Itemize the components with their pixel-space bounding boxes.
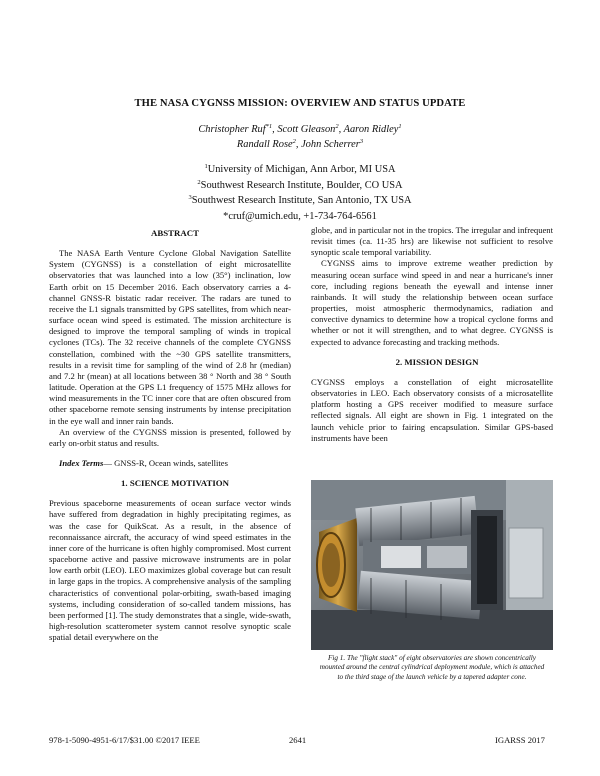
author-list <box>0 122 600 152</box>
index-terms-text: — GNSS-R, Ocean winds, satellites <box>103 457 228 468</box>
author-line-1: Christopher Ruf$^{*1}$, Scott Gleason$^2$, Aaron Ridley$^1$ <box>198 123 402 135</box>
author-sup: *1 <box>265 123 273 130</box>
affiliation-sup: 2 <box>197 178 201 186</box>
section-heading: 1. SCIENCE MOTIVATION <box>121 478 229 489</box>
affiliation <box>0 162 600 178</box>
author-line-2: Randall Rose$^2$, John Scherrer$^3$ <box>236 138 364 150</box>
author-name: Randall Rose <box>236 139 293 150</box>
affiliation-sup: 1 <box>204 163 208 170</box>
footer-isbn: 978-1-5090-4951-6/17/$31.00 ©2017 IEEE <box>49 735 200 745</box>
abstract-heading: ABSTRACT <box>151 228 199 238</box>
index-terms-label: Index Terms <box>59 457 104 468</box>
author-name: John Scherrer <box>301 139 360 150</box>
abstract-paragraph: The NASA Earth Venture Cyclone Global Navigation Satellite System (CYGNSS) is a constellation of eight microsatellite observatories that was launched into a low (35°) inclination, low Earth orbit on 15 December 2016. Each observatory carries a 4-channel GNSS-R bistatic radar receiver. The radars are tuned to receive the L1 signals transmitted by GPS satellites, from which near-surface ocean wind speed is estimated. The mission architecture is designed to improve the temporal sampling of winds in tropical cyclones (TCs). The 32 receive channels of the complete CYGNSS constellation, combined with the ~30 GPS satellite transmitters, results in a revisit time for sampling of the wind of 2.8 hr (median) and 7.2 hr (mean) at all locations between 38 ° North and 38 ° South latitude. Operation at the GPS L1 frequency of 1575 MHz allows for wind measurements in the TC inner core that are often obscured from other spaceborne remote sensing instruments by intense precipitation in the eye wall and inner rain bands. <box>49 248 291 426</box>
author-name: Christopher Ruf <box>198 124 266 135</box>
affiliation <box>0 178 600 194</box>
body-paragraph: CYGNSS employs a constellation of eight microsatellite observatories in LEO. Each observatory consists of a microsatellite platform hosting a GPS receiver modified to measure surface reflected signals. All eight are shown in Fig. 1 integrated on the launch vehicle prior to fairing encapsulation. Similar GPS-based instruments have been <box>311 376 553 443</box>
abstract-paragraph: An overview of the CYGNSS mission is presented, followed by early on-orbit status and results. <box>49 426 291 448</box>
section-heading: 2. MISSION DESIGN <box>395 356 479 367</box>
body-paragraph: globe, and in particular not in the tropics. The irregular and infrequent revisit times (ca. 11-35 hrs) are likewise not sufficient to resolve synoptic scale temporal variability. <box>311 225 553 258</box>
left-column <box>49 228 291 643</box>
author-sup: 2 <box>292 138 296 145</box>
flight-stack-illustration <box>311 480 553 650</box>
flight-stack-photo <box>311 480 553 650</box>
right-column <box>311 225 553 444</box>
affiliation-text: University of Michigan, Ann Arbor, MI USA <box>207 164 396 175</box>
body-paragraph: CYGNSS aims to improve extreme weather prediction by measuring ocean surface wind speed in and near a hurricane's inner core, including regions beneath the eyewall and intense inner rainbands. It will study the relationship between ocean surface properties, moist atmospheric thermodynamics, radiation and convective dynamics to determine how a tropical cyclone forms and whether or not it will strengthen, and to what degree. CYGNSS is expected to advance forecasting and tracking methods. <box>311 258 553 347</box>
affiliation-text: Southwest Research Institute, San Antonio, TX USA <box>191 195 412 206</box>
author-sup: 1 <box>398 123 402 130</box>
affiliation-text: Southwest Research Institute, Boulder, CO USA <box>200 179 403 191</box>
author-name: Aaron Ridley <box>343 124 399 135</box>
affiliation-sup: 3 <box>188 194 192 201</box>
paper-title: THE NASA CYGNSS MISSION: OVERVIEW AND STATUS UPDATE <box>134 98 466 109</box>
index-terms <box>49 458 291 469</box>
affiliation <box>0 193 600 209</box>
author-name: Scott Gleason <box>277 124 336 135</box>
footer-conference: IGARSS 2017 <box>495 735 545 745</box>
contact-line: *cruf@umich.edu, +1-734-764-6561 <box>223 210 377 222</box>
author-sup: 2 <box>335 123 339 130</box>
body-paragraph: Previous spaceborne measurements of ocean surface vector winds have suffered from degradation in highly precipitating regimes, as was the case for QuikScat. As a result, in the absence of reconnaissance aircraft, the accuracy of wind speed estimates in the inner core of the hurricane is often highly compromised. Most current spaceborne active and passive microwave instruments are in polar low earth orbit (LEO). LEO maximizes global coverage but can result in large gaps in the tropics. A comprehensive analysis of the sampling characteristics of conventional polar-orbiting, swath-based imaging systems, including consideration of so-called tandem missions, has been performed [1]. The study demonstrates that a single, wide-swath, high-resolution scatterometer system cannot resolve synoptic scale spatial detail everywhere on the <box>49 498 291 643</box>
author-sup: 3 <box>359 138 364 145</box>
page-number: 2641 <box>289 735 307 745</box>
figure-caption: Fig 1. The "flight stack" of eight observatories are shown concentrically mounted around the central cylindrical deployment module, which is attached to the third stage of the launch vehicle by a tapered adapter cone. <box>319 654 545 681</box>
affiliations <box>0 162 600 224</box>
